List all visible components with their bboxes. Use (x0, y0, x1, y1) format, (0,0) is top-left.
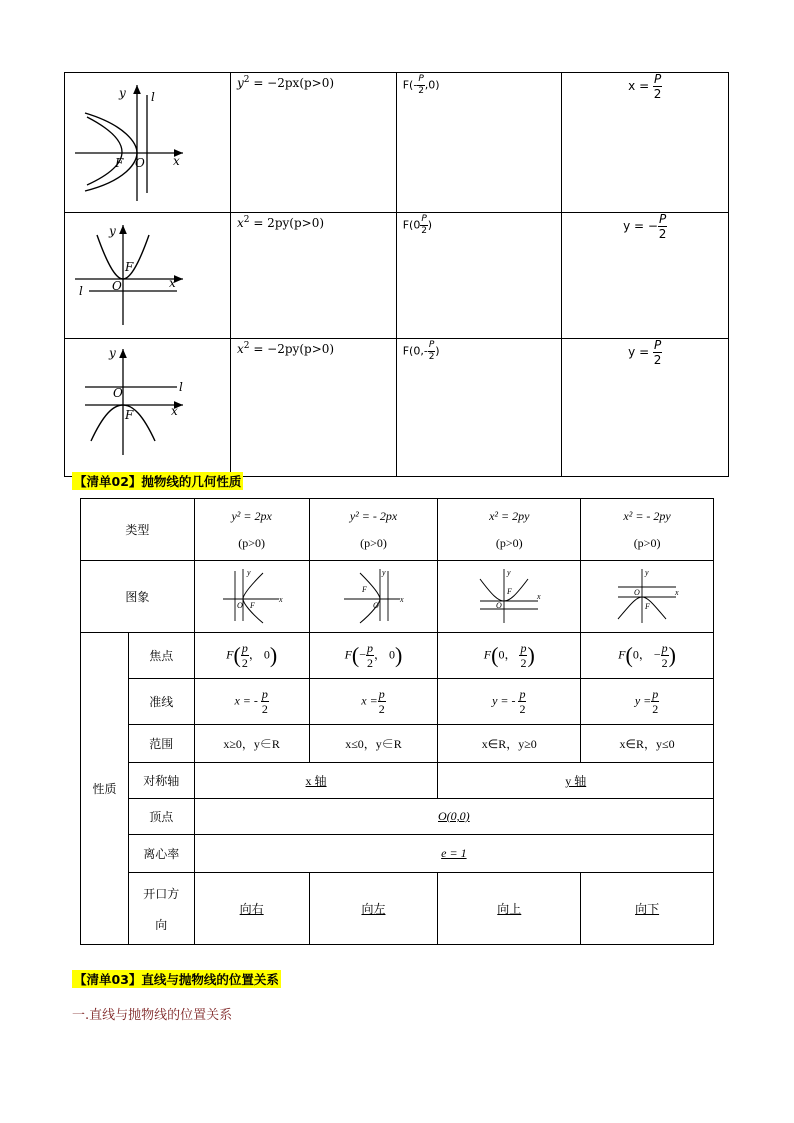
axis-label: 对称轴 (128, 763, 194, 799)
type-cell: y² = 2px (p>0) (194, 499, 309, 561)
opening-cell: 向上 (438, 873, 581, 945)
svg-text:O: O (373, 600, 380, 610)
svg-text:F: F (362, 584, 368, 594)
parabola-down-graph (65, 339, 225, 473)
range-cell: x≤0，y∈R (309, 725, 438, 763)
svg-text:x: x (400, 594, 405, 604)
eccentricity-label: 离心率 (128, 835, 194, 873)
directrix-cell: y = − $\frac{P}{2}$ (562, 213, 729, 339)
vertex-cell: O(0,0) (194, 799, 713, 835)
svg-text:F: F (645, 601, 650, 611)
svg-text:F: F (125, 408, 134, 422)
equation-cell: $y^2 = -2px(p>0)$ (230, 73, 396, 213)
svg-text:y: y (507, 567, 511, 577)
directrix-label: l (151, 90, 155, 104)
opening-row (81, 873, 714, 945)
svg-text:F: F (125, 260, 134, 274)
focus-label: 焦点 (128, 633, 194, 679)
svg-text:l: l (79, 284, 83, 298)
x-axis-label: x (173, 154, 180, 168)
focus-cell: F(0 $\frac{P}{2}$ ) (396, 213, 562, 339)
table-row (65, 213, 729, 339)
svg-text:x: x (278, 594, 283, 604)
table-row (65, 339, 729, 477)
svg-text:F: F (507, 586, 513, 596)
svg-text:O: O (236, 600, 243, 610)
svg-text:x: x (169, 276, 176, 290)
section-heading-02: 【清单02】抛物线的几何性质 (74, 474, 242, 489)
svg-text:y: y (645, 567, 649, 577)
mini-graph-left (338, 565, 408, 625)
vertex-row (81, 799, 714, 835)
parabola-up-graph (65, 213, 225, 335)
mini-graph-right (217, 565, 287, 625)
mini-graph-cell (194, 561, 309, 633)
range-cell: x∈R，y≤0 (581, 725, 714, 763)
origin-label: O (135, 156, 145, 170)
svg-text:y: y (382, 567, 387, 577)
geometric-properties-table (80, 498, 714, 945)
eccentricity-row (81, 835, 714, 873)
focus-row (81, 633, 714, 679)
opening-cell: 向右 (194, 873, 309, 945)
svg-text:x: x (537, 591, 541, 601)
graph-cell (65, 73, 231, 213)
graph-cell (65, 339, 231, 477)
mini-graph-cell (309, 561, 438, 633)
range-row (81, 725, 714, 763)
range-cell: x∈R，y≥0 (438, 725, 581, 763)
svg-text:O: O (634, 587, 640, 597)
type-cell: x² = 2py (p>0) (438, 499, 581, 561)
graph-label: 图象 (81, 561, 195, 633)
eccentricity-cell: e = 1 (194, 835, 713, 873)
opening-cell: 向左 (309, 873, 438, 945)
svg-text:O: O (496, 600, 503, 610)
directrix-label: 准线 (128, 679, 194, 725)
subsection-heading: 一.直线与抛物线的位置关系 (72, 1008, 233, 1023)
type-cell: x² = - 2py (p>0) (581, 499, 714, 561)
table-row (65, 73, 729, 213)
type-cell: y² = - 2px (p>0) (309, 499, 438, 561)
equation-cell: $x^2 = 2py(p>0)$ (230, 213, 396, 339)
directrix-cell: x = $\frac{p}{2}$ (309, 679, 438, 725)
graph-row (81, 561, 714, 633)
range-label: 范围 (128, 725, 194, 763)
vertex-label: 顶点 (128, 799, 194, 835)
svg-text:y: y (109, 346, 116, 360)
axis-y-cell: y 轴 (438, 763, 714, 799)
directrix-cell: x = $\frac{P}{2}$ (562, 73, 729, 213)
svg-text:F: F (249, 600, 255, 610)
focus-cell: F(- $\frac{P}{2}$ ,0) (396, 73, 562, 213)
directrix-row (81, 679, 714, 725)
parabola-left-graph (65, 73, 225, 209)
mini-graph-up (474, 565, 544, 625)
focus-cell: F(0， − $\frac{p}{2}$ ) (581, 633, 714, 679)
directrix-cell: y = - $\frac{p}{2}$ (438, 679, 581, 725)
svg-text:x: x (675, 587, 679, 597)
svg-text:y: y (109, 224, 116, 238)
mini-graph-cell (581, 561, 714, 633)
svg-text:l: l (179, 380, 183, 394)
svg-text:O: O (112, 279, 122, 293)
mini-graph-cell (438, 561, 581, 633)
directrix-cell: x = - $\frac{p}{2}$ (194, 679, 309, 725)
axis-x-cell: x 轴 (194, 763, 438, 799)
parabola-forms-table (64, 72, 729, 477)
opening-label: 开口方 向 (128, 873, 194, 945)
svg-text:O: O (113, 386, 123, 400)
range-cell: x≥0，y∈R (194, 725, 309, 763)
focus-label: F (115, 156, 124, 170)
type-row (81, 499, 714, 561)
focus-cell: F(0,- $\frac{P}{2}$ ) (396, 339, 562, 477)
svg-text:y: y (246, 567, 251, 577)
focus-cell: F(0， $\frac{p}{2}$ ) (438, 633, 581, 679)
graph-cell (65, 213, 231, 339)
equation-cell: $x^2 = -2py(p>0)$ (230, 339, 396, 477)
axis-row (81, 763, 714, 799)
mini-graph-down (612, 565, 682, 625)
directrix-cell: y = $\frac{P}{2}$ (562, 339, 729, 477)
type-label: 类型 (81, 499, 195, 561)
svg-text:x: x (171, 404, 178, 418)
focus-cell: F( $\frac{p}{2}$ ， 0) (194, 633, 309, 679)
properties-label: 性质 (81, 633, 129, 945)
focus-cell: F(− $\frac{p}{2}$ ， 0) (309, 633, 438, 679)
directrix-cell: y = $\frac{p}{2}$ (581, 679, 714, 725)
opening-cell: 向下 (581, 873, 714, 945)
section-heading-03: 【清单03】直线与抛物线的位置关系 (74, 972, 279, 987)
y-axis-label: y (119, 86, 126, 100)
